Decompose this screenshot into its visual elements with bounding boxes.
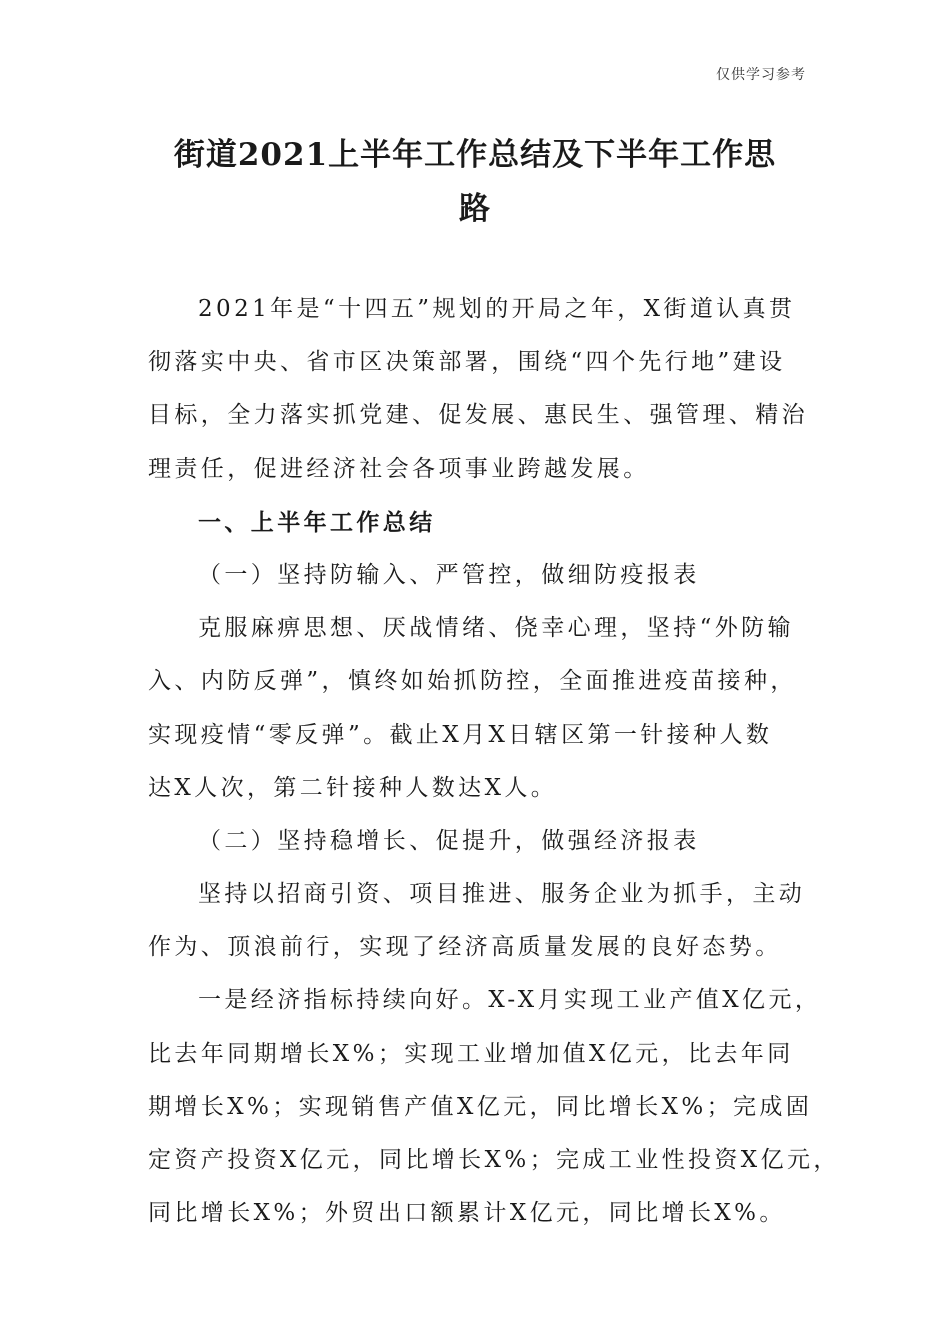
paragraph-line: 实现疫情“零反弹”。截止X月X日辖区第一针接种人数 — [148, 721, 773, 748]
header-note: 仅供学习参考 — [716, 67, 806, 83]
paragraph-line: 作为、顶浪前行，实现了经济高质量发展的良好态势。 — [148, 934, 782, 961]
paragraph-line: 一是经济指标持续向好。X-X月实现工业产值X亿元， — [198, 987, 822, 1014]
paragraph-line: 克服麻痹思想、厌战情绪、侥幸心理，坚持“外防输 — [198, 615, 794, 642]
paragraph-line: 2021年是“十四五”规划的开局之年，X街道认真贯 — [198, 296, 796, 322]
paragraph-line: 坚持以招商引资、项目推进、服务企业为抓手，主动 — [198, 881, 806, 908]
paragraph-line: 期增长X%；实现销售产值X亿元，同比增长X%；完成固 — [148, 1093, 813, 1120]
paragraph-line: 入、内防反弹”，慎终如始抓防控，全面推进疫苗接种， — [148, 668, 797, 695]
paragraph-line: 比去年同期增长X%；实现工业增加值X亿元，比去年同 — [148, 1040, 794, 1067]
subsection-heading: （二）坚持稳增长、促提升，做强经济报表 — [198, 827, 700, 854]
title-line-1: 街道2021上半年工作总结及下半年工作思 — [173, 137, 777, 173]
title-line-2: 路 — [459, 191, 491, 227]
economic-indicators-paragraph — [148, 974, 840, 1240]
paragraph-line: 彻落实中央、省市区决策部署，围绕“四个先行地”建设 — [148, 349, 786, 376]
subsection-heading: （一）坚持防输入、严管控，做细防疫报表 — [198, 561, 700, 588]
paragraph-line: 定资产投资X亿元，同比增长X%；完成工业性投资X亿元， — [148, 1147, 840, 1173]
paragraph-line: 理责任，促进经济社会各项事业跨越发展。 — [148, 455, 650, 482]
paragraph-line: 达X人次，第二针接种人数达X人。 — [148, 774, 558, 801]
document-body — [148, 283, 840, 1240]
document-title — [150, 128, 800, 236]
section-heading: 一、上半年工作总结 — [198, 508, 436, 536]
subsection-2-paragraph — [148, 868, 808, 974]
subsection-1-paragraph — [148, 602, 808, 815]
paragraph-line: 同比增长X%；外贸出口额累计X亿元，同比增长X%。 — [148, 1200, 786, 1227]
paragraph-line: 目标，全力落实抓党建、促发展、惠民生、强管理、精治 — [148, 402, 808, 429]
intro-paragraph — [148, 283, 808, 496]
